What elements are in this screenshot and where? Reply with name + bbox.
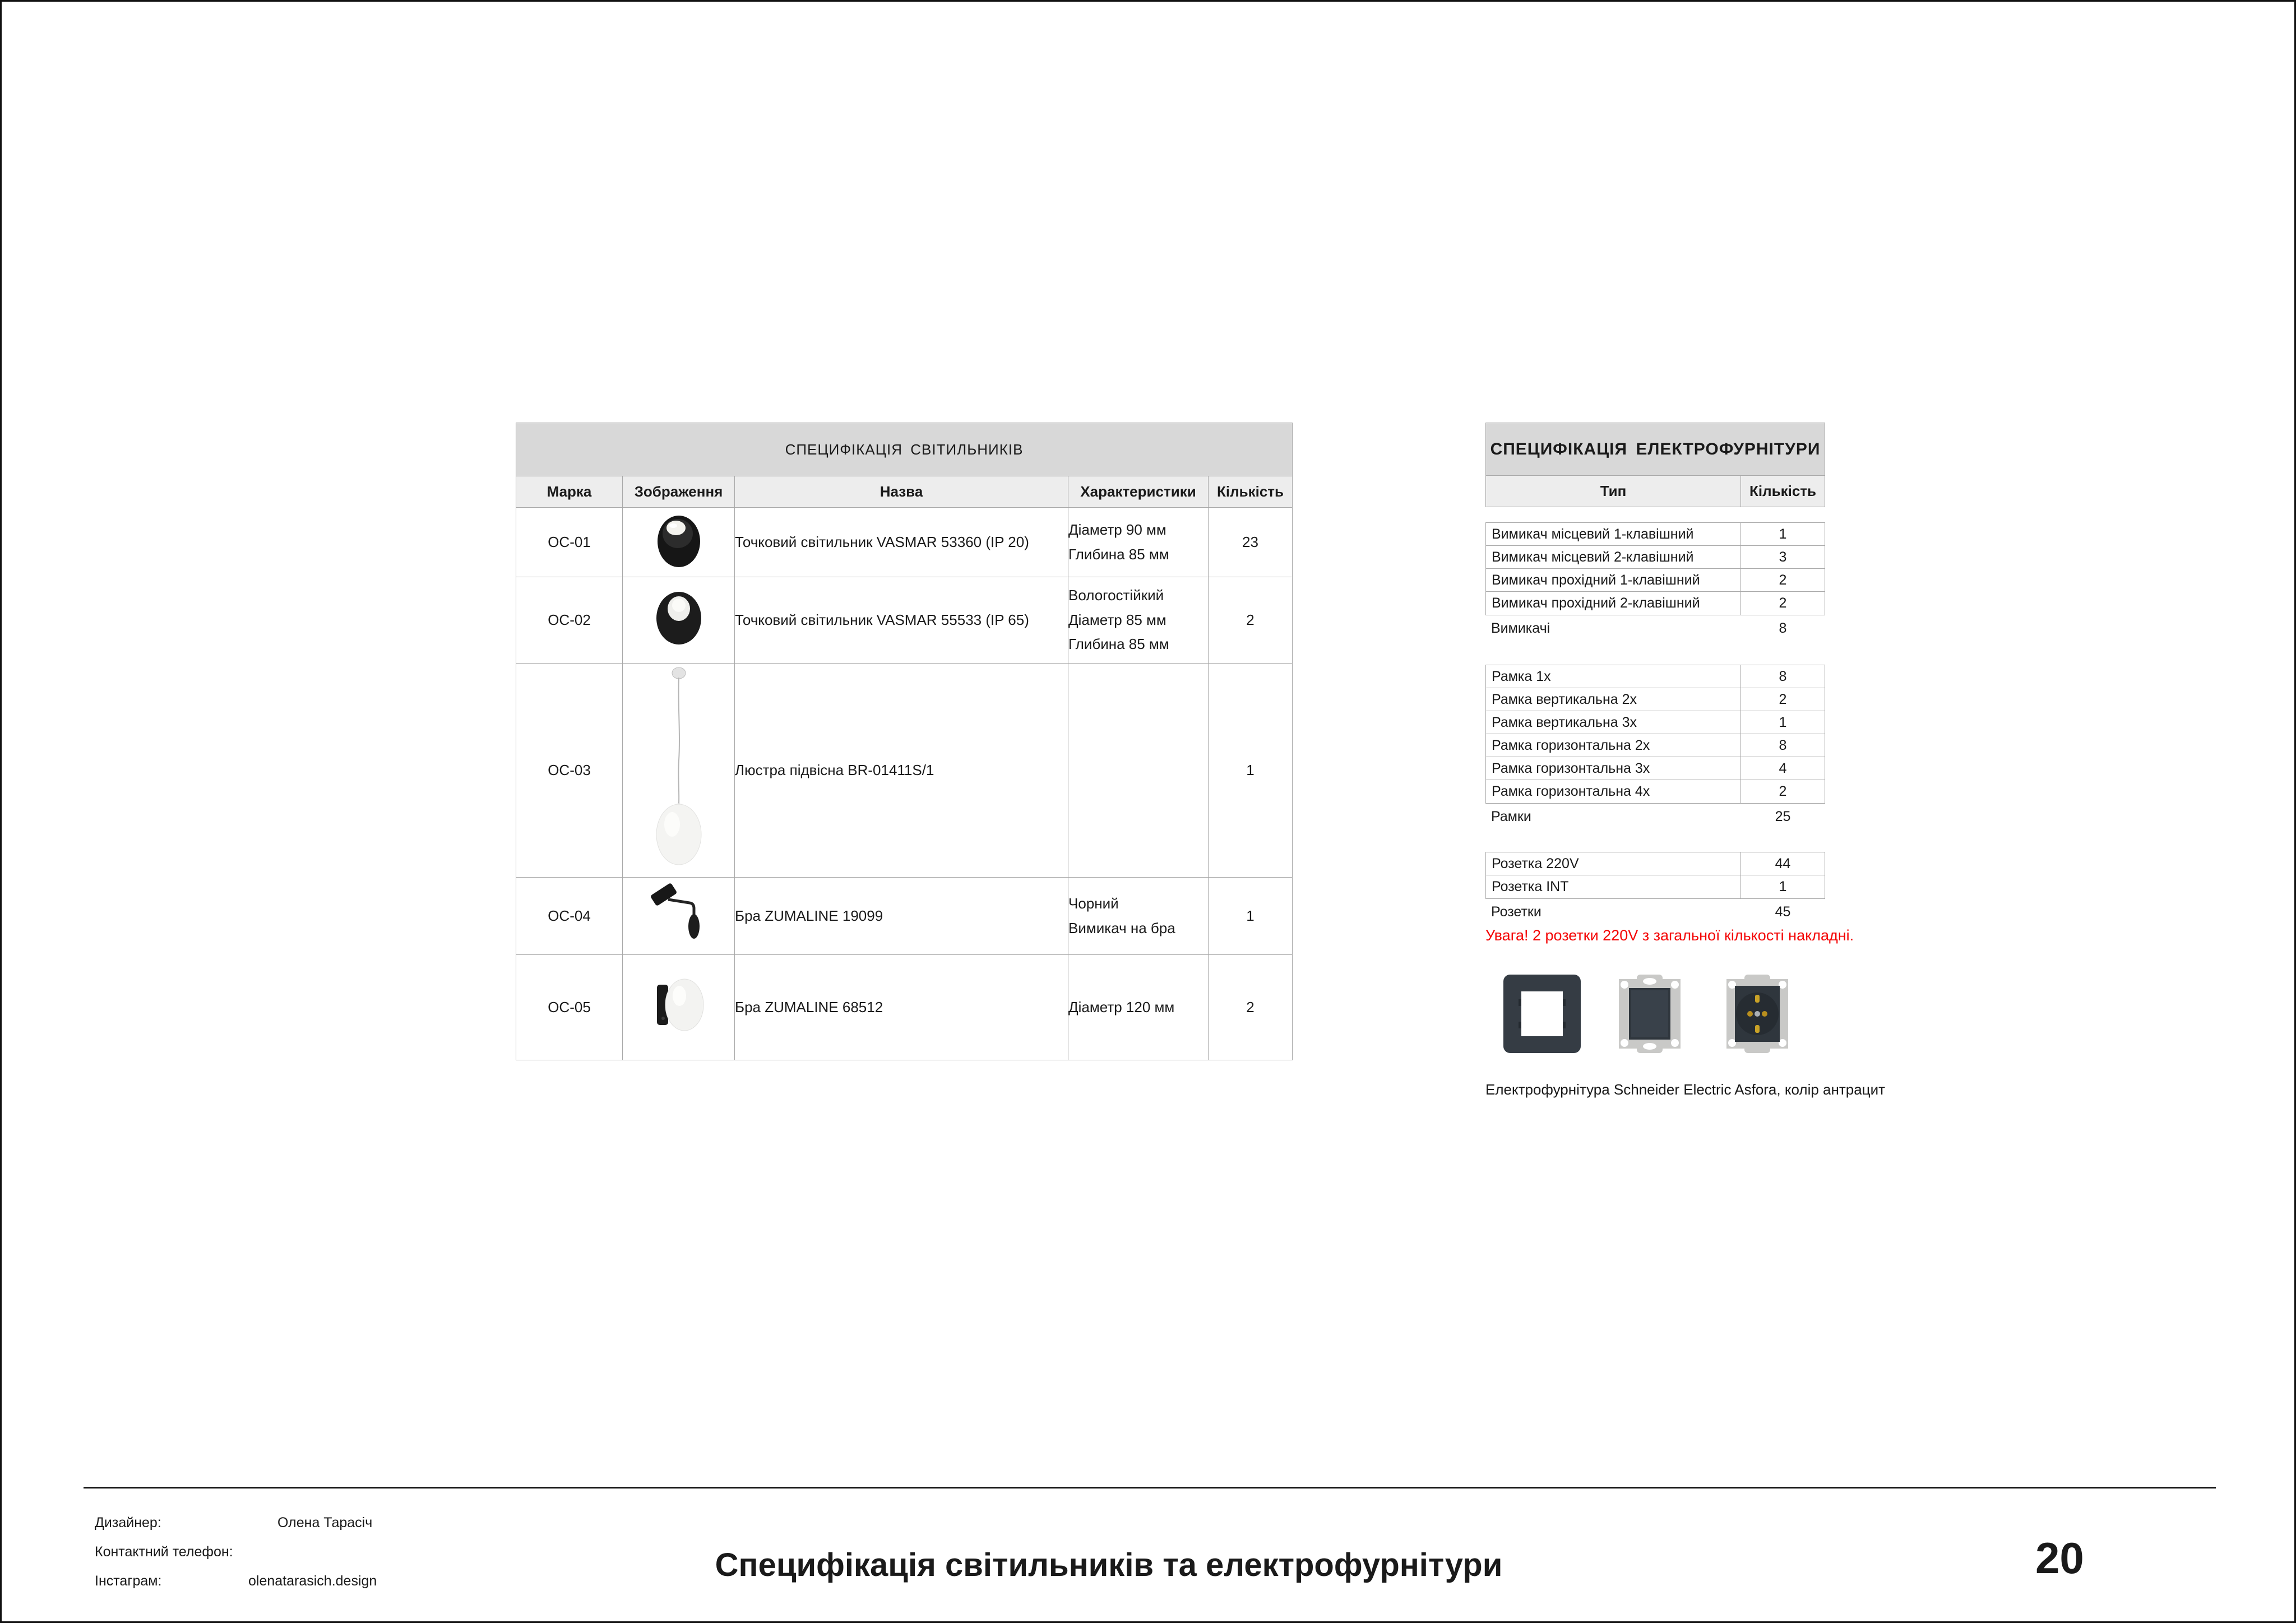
designer-label: Дизайнер:: [95, 1515, 161, 1531]
type-cell: Рамка горизонтальна 2х: [1486, 734, 1741, 757]
type-cell: Вимикач прохідний 2-клавішний: [1486, 592, 1741, 615]
switch-mechanism-anthracite-image: [1608, 972, 1692, 1055]
sockets-group: [1485, 852, 1825, 899]
col-header-image: Зображення: [623, 476, 735, 508]
type-cell: Розетка INT: [1486, 875, 1741, 898]
designer-info-block: [95, 1515, 377, 1602]
col-header-mark: Марка: [516, 476, 623, 508]
type-cell: Вимикач місцевий 1-клавішний: [1486, 523, 1741, 545]
table-row: [516, 955, 1293, 1060]
instagram-line: [95, 1573, 377, 1602]
phone-label: Контактний телефон:: [95, 1544, 233, 1560]
table-row: [516, 508, 1293, 577]
lights-table-title: СПЕЦИФІКАЦІЯ СВІТИЛЬНИКІВ: [516, 423, 1293, 476]
total-qty: 25: [1775, 808, 1791, 824]
table-row: [1486, 734, 1825, 757]
spec-line: Діаметр 90 мм: [1068, 521, 1166, 538]
switches-total-row: [1485, 615, 1825, 641]
socket-mechanism-anthracite-image: [1715, 972, 1799, 1055]
table-row: [1486, 523, 1825, 546]
name-cell: Люстра підвісна BR-01411S/1: [735, 664, 1068, 878]
name-cell: Бра ZUMALINE 68512: [735, 955, 1068, 1060]
total-label: Вимикачі: [1491, 620, 1550, 636]
electro-table-title: СПЕЦИФІКАЦІЯ ЕЛЕКТРОФУРНІТУРИ: [1485, 423, 1825, 476]
spec-line: Глибина 85 мм: [1068, 636, 1169, 653]
qty-cell: 1: [1209, 664, 1293, 878]
table-row: [516, 664, 1293, 878]
table-row: [1486, 757, 1825, 780]
frames-group: [1485, 665, 1825, 804]
electro-product-images: [1485, 972, 1825, 1055]
lights-header-row: [516, 476, 1293, 508]
col-header-qty: Кількість: [1209, 476, 1293, 508]
frame-1x-anthracite-image: [1500, 972, 1584, 1055]
mark-cell: OC-05: [516, 955, 623, 1060]
mark-cell: OC-01: [516, 508, 623, 577]
table-row: [516, 878, 1293, 955]
type-cell: Рамка вертикальна 2х: [1486, 688, 1741, 711]
page-number: 20: [2035, 1533, 2084, 1583]
col-header-name: Назва: [735, 476, 1068, 508]
spec-line: Діаметр 85 мм: [1068, 611, 1166, 628]
pendant-white-oval-image: [623, 664, 735, 878]
type-cell: Рамка 1х: [1486, 665, 1741, 688]
mark-cell: OC-04: [516, 878, 623, 955]
total-qty: 8: [1779, 620, 1787, 636]
footer-divider-line: [84, 1487, 2216, 1488]
wall-sconce-white-ball-image: [623, 955, 735, 1060]
specs-cell: [1068, 664, 1209, 878]
table-row: [1486, 569, 1825, 592]
type-cell: Рамка горизонтальна 4х: [1486, 780, 1741, 803]
table-row: [516, 577, 1293, 664]
type-cell: Рамка вертикальна 3х: [1486, 711, 1741, 734]
table-row: [1486, 665, 1825, 688]
col-header-type: Тип: [1486, 476, 1741, 507]
qty-cell: 2: [1779, 783, 1787, 799]
mark-cell: OC-03: [516, 664, 623, 878]
type-cell: Вимикач прохідний 1-клавішний: [1486, 569, 1741, 591]
qty-cell: 2: [1209, 955, 1293, 1060]
recessed-spot-black-tilted-image: [623, 508, 735, 577]
sockets-warning-note: Увага! 2 розетки 220V з загальної кількості накладні.: [1485, 927, 1854, 944]
instagram-label: Інстаграм:: [95, 1573, 162, 1589]
qty-cell: 1: [1779, 526, 1787, 542]
electro-header-row: [1485, 476, 1825, 507]
frames-total-row: [1485, 804, 1825, 829]
table-row: [1486, 852, 1825, 875]
sockets-total-row: [1485, 899, 1825, 925]
wall-sconce-black-arm-image: [623, 878, 735, 955]
table-row: [1486, 546, 1825, 569]
table-row: [1486, 711, 1825, 734]
spec-line: Вологостійкий: [1068, 586, 1164, 604]
phone-line: [95, 1544, 377, 1573]
col-header-specs: Характеристики: [1068, 476, 1209, 508]
qty-cell: 23: [1209, 508, 1293, 577]
qty-cell: 44: [1775, 855, 1791, 871]
mark-cell: OC-02: [516, 577, 623, 664]
table-row: [1486, 688, 1825, 711]
qty-cell: 2: [1779, 595, 1787, 611]
type-cell: Розетка 220V: [1486, 852, 1741, 875]
spec-line: Діаметр 120 мм: [1068, 998, 1175, 1015]
instagram-value: olenatarasich.design: [248, 1573, 377, 1589]
qty-cell: 8: [1779, 668, 1787, 684]
qty-cell: 4: [1779, 760, 1787, 776]
qty-cell: 8: [1779, 737, 1787, 753]
type-cell: Вимикач місцевий 2-клавішний: [1486, 546, 1741, 568]
col-header-qty: Кількість: [1749, 483, 1816, 499]
recessed-spot-black-round-image: [623, 577, 735, 664]
page-title: Специфікація світильників та електрофурнітури: [715, 1547, 1503, 1583]
total-qty: 45: [1775, 903, 1791, 920]
table-row: [1486, 780, 1825, 803]
designer-value: Олена Тарасіч: [277, 1515, 373, 1531]
specs-cell: [1068, 508, 1209, 577]
total-label: Розетки: [1491, 903, 1542, 920]
qty-cell: 1: [1209, 878, 1293, 955]
qty-cell: 2: [1209, 577, 1293, 664]
name-cell: Бра ZUMALINE 19099: [735, 878, 1068, 955]
spec-line: Глибина 85 мм: [1068, 545, 1169, 563]
specs-cell: [1068, 955, 1209, 1060]
total-label: Рамки: [1491, 808, 1531, 824]
electro-caption: Електрофурнітура Schneider Electric Asfora, колір антрацит: [1485, 1081, 1885, 1098]
qty-cell: 2: [1779, 691, 1787, 707]
specs-cell: [1068, 577, 1209, 664]
designer-line: [95, 1515, 377, 1544]
qty-cell: 2: [1779, 572, 1787, 588]
name-cell: Точковий світильник VASMAR 55533 (IP 65): [735, 577, 1068, 664]
spec-line: Чорний: [1068, 894, 1119, 912]
spec-line: Вимикач на бра: [1068, 919, 1175, 936]
lights-spec-table: [516, 423, 1293, 1060]
electro-spec-table: [1485, 423, 1885, 1098]
type-cell: Рамка горизонтальна 3х: [1486, 757, 1741, 780]
name-cell: Точковий світильник VASMAR 53360 (IP 20): [735, 508, 1068, 577]
qty-cell: 1: [1779, 879, 1787, 894]
table-row: [1486, 875, 1825, 898]
specs-cell: [1068, 878, 1209, 955]
switches-group: [1485, 522, 1825, 615]
table-row: [1486, 592, 1825, 615]
qty-cell: 3: [1779, 549, 1787, 565]
qty-cell: 1: [1779, 714, 1787, 730]
